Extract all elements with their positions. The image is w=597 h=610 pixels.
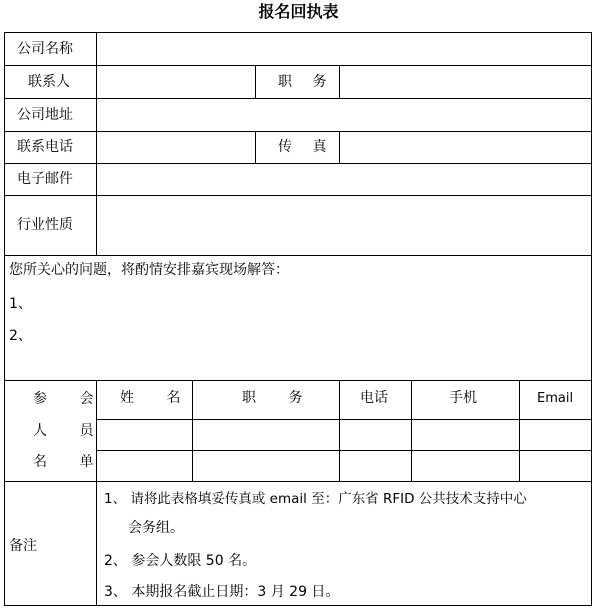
row-divider <box>4 131 592 132</box>
attendee-position-cell[interactable] <box>193 451 338 480</box>
remark-note-1: 1、 请将此表格填妥传真或 email 至：广东省 RFID 公共技术支持中心 <box>104 491 527 507</box>
attendee-mobile-header: 手机 <box>449 390 477 406</box>
row-divider <box>4 98 592 99</box>
column-divider <box>96 380 97 606</box>
position-label: 职 务 <box>278 74 335 90</box>
column-divider <box>255 131 256 163</box>
industry-label: 行业性质 <box>17 217 73 233</box>
registration-form-table <box>4 32 592 606</box>
row-divider <box>4 65 592 66</box>
attendee-email-cell[interactable] <box>520 451 590 480</box>
attendee-name-cell[interactable] <box>97 451 191 480</box>
company-name-label: 公司名称 <box>17 41 73 57</box>
attendee-name-header: 姓 名 <box>120 390 195 406</box>
remark-note-1-continued: 会务组。 <box>128 520 184 536</box>
fax-label: 传 真 <box>278 139 335 155</box>
form-title: 报名回执表 <box>258 2 339 21</box>
attendee-position-header: 职 务 <box>242 390 317 406</box>
contact-person-label: 联系人 <box>28 74 70 90</box>
row-divider <box>4 195 592 196</box>
remark-note-3: 3、 本期报名截止日期：3 月 29 日。 <box>104 584 340 600</box>
attendee-name-cell[interactable] <box>97 420 191 449</box>
remarks-label: 备注 <box>9 538 37 554</box>
column-divider <box>96 32 97 255</box>
row-divider <box>4 481 592 482</box>
questions-prompt: 您所关心的问题，将酌情安排嘉宾现场解答： <box>9 262 289 278</box>
attendee-email-cell[interactable] <box>520 420 590 449</box>
column-divider <box>339 65 340 98</box>
attendees-label-line1: 参 会 <box>33 391 108 407</box>
email-label: 电子邮件 <box>17 171 73 187</box>
attendee-mobile-cell[interactable] <box>412 420 518 449</box>
attendees-label-line2: 人 员 <box>33 423 108 439</box>
attendee-mobile-cell[interactable] <box>412 451 518 480</box>
column-divider <box>255 65 256 98</box>
question-item-1: 1、 <box>9 296 32 312</box>
row-divider <box>4 255 592 256</box>
attendee-phone-cell[interactable] <box>340 451 410 480</box>
row-divider <box>4 380 592 381</box>
remark-note-2: 2、 参会人数限 50 名。 <box>104 553 257 569</box>
attendee-email-header: Email <box>537 391 574 406</box>
company-address-label: 公司地址 <box>17 107 73 123</box>
attendees-label-line3: 名 单 <box>33 454 108 470</box>
row-divider <box>4 163 592 164</box>
question-item-2: 2、 <box>9 328 32 344</box>
attendee-position-cell[interactable] <box>193 420 338 449</box>
contact-phone-label: 联系电话 <box>17 139 73 155</box>
attendee-phone-cell[interactable] <box>340 420 410 449</box>
column-divider <box>339 131 340 163</box>
attendee-phone-header: 电话 <box>360 390 388 406</box>
